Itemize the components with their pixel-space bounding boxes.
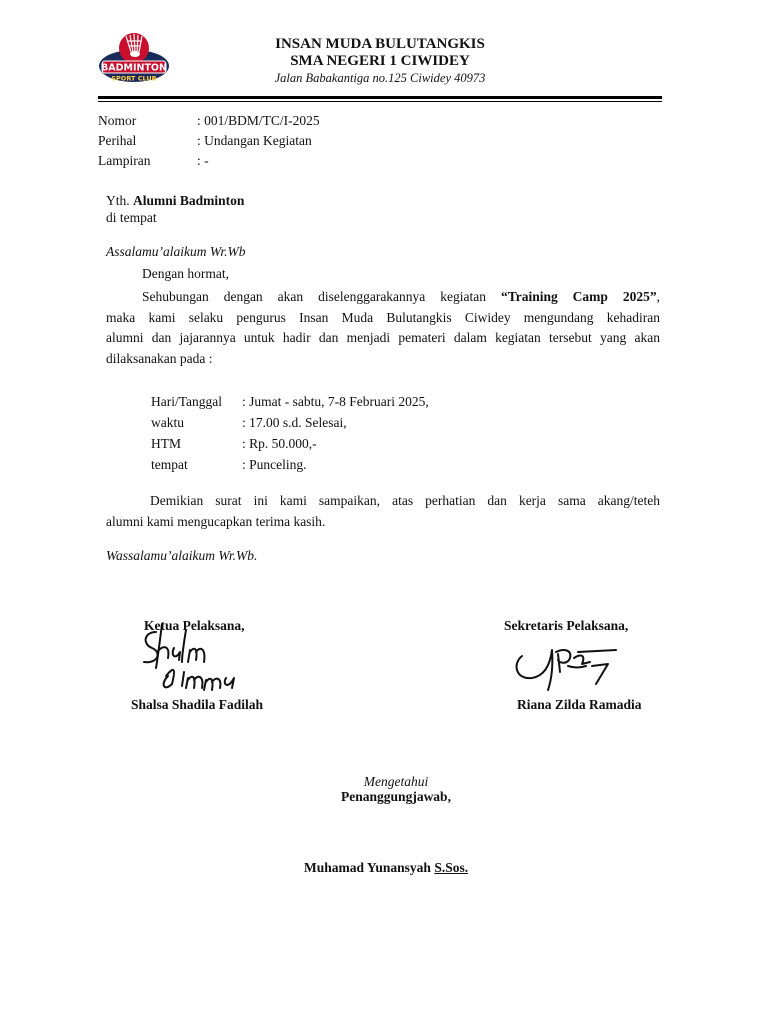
school-name: SMA NEGERI 1 CIWIDEY <box>290 53 470 69</box>
approval-degree: S.Sos. <box>434 860 469 875</box>
recipient-prefix: Yth. <box>106 193 133 208</box>
detail-label: waktu <box>151 415 184 430</box>
approval-title: Penanggungjawab, <box>341 789 451 804</box>
closing-paragraph <box>106 491 660 532</box>
body-line-3: alumni dan jajarannya untuk hadir dan menjadi pemateri dalam kegiatan tersebut yang akan <box>106 330 660 345</box>
meta-row-lampiran <box>98 153 498 173</box>
letterhead-org <box>180 36 580 87</box>
approval-name-line <box>304 860 468 876</box>
approval-name: Muhamad Yunansyah <box>304 860 435 875</box>
body-paragraph <box>106 287 660 369</box>
meta-value: : 001/BDM/TC/I-2025 <box>197 113 320 128</box>
meta-label: Nomor <box>98 113 137 128</box>
body-line-1-post: , <box>656 289 661 304</box>
handwritten-signature-icon <box>508 638 628 696</box>
left-signer-name: Shalsa Shadila Fadilah <box>131 697 264 712</box>
svg-text:BADMINTON: BADMINTON <box>101 62 167 74</box>
right-signer-title: Sekretaris Pelaksana, <box>504 618 629 633</box>
handwritten-signature-icon <box>134 618 244 696</box>
closing-line-2: alumni kami mengucapkan terima kasih. <box>106 513 326 529</box>
body-line-1-pre: Sehubungan dengan akan diselenggarakannya kegiatan <box>142 289 501 304</box>
greeting: Assalamu’alaikum Wr.Wb <box>106 244 246 259</box>
left-signature <box>134 618 244 696</box>
detail-row <box>151 415 511 436</box>
recipient-place: di tempat <box>106 210 157 225</box>
org-address: Jalan Babakantiga no.125 Ciwidey 40973 <box>274 71 486 85</box>
letter-meta <box>98 113 498 173</box>
letterhead-rule-thick <box>98 96 662 99</box>
detail-value: : Rp. 50.000,- <box>242 436 317 451</box>
body-line-2: maka kami selaku pengurus Insan Muda Bulutangkis Ciwidey mengundang kehadiran <box>106 309 660 325</box>
right-signer-name: Riana Zilda Ramadia <box>517 697 642 712</box>
detail-value: : Jumat - sabtu, 7-8 Februari 2025, <box>242 394 429 409</box>
badminton-shuttlecock-icon <box>96 28 172 86</box>
body-line-4: dilaksanakan pada : <box>106 350 213 366</box>
meta-value: : - <box>197 153 209 168</box>
detail-label: HTM <box>151 436 181 451</box>
left-signer-title: Ketua Pelaksana, <box>144 618 245 633</box>
detail-row <box>151 436 511 457</box>
meta-row-perihal <box>98 133 498 153</box>
meta-label: Perihal <box>98 133 137 148</box>
opening: Dengan hormat, <box>142 266 229 281</box>
detail-label: Hari/Tanggal <box>151 394 223 409</box>
closing-line-1: Demikian surat ini kami sampaikan, atas perhatian dan kerja sama akang/teteh <box>150 493 660 508</box>
recipient-name: Alumni Badminton <box>133 193 245 208</box>
detail-label: tempat <box>151 457 188 472</box>
detail-row <box>151 394 511 415</box>
event-name: “Training Camp 2025” <box>500 289 657 304</box>
detail-value: : Punceling. <box>242 457 307 472</box>
detail-row <box>151 457 511 478</box>
meta-label: Lampiran <box>98 153 151 168</box>
approval-label: Mengetahui <box>363 774 429 789</box>
club-logo <box>96 28 172 86</box>
meta-value: : Undangan Kegiatan <box>197 133 312 148</box>
detail-value: : 17.00 s.d. Selesai, <box>242 415 347 430</box>
event-details <box>151 394 511 478</box>
right-signature <box>508 638 628 696</box>
body-line-1 <box>106 287 660 308</box>
svg-text:SPORT CLUB: SPORT CLUB <box>111 74 157 83</box>
letterhead-rule-thin <box>98 101 662 102</box>
recipient-line <box>106 193 244 209</box>
meta-row-nomor <box>98 113 498 133</box>
org-name: INSAN MUDA BULUTANGKIS <box>275 36 485 52</box>
farewell: Wassalamu’alaikum Wr.Wb. <box>106 548 258 563</box>
